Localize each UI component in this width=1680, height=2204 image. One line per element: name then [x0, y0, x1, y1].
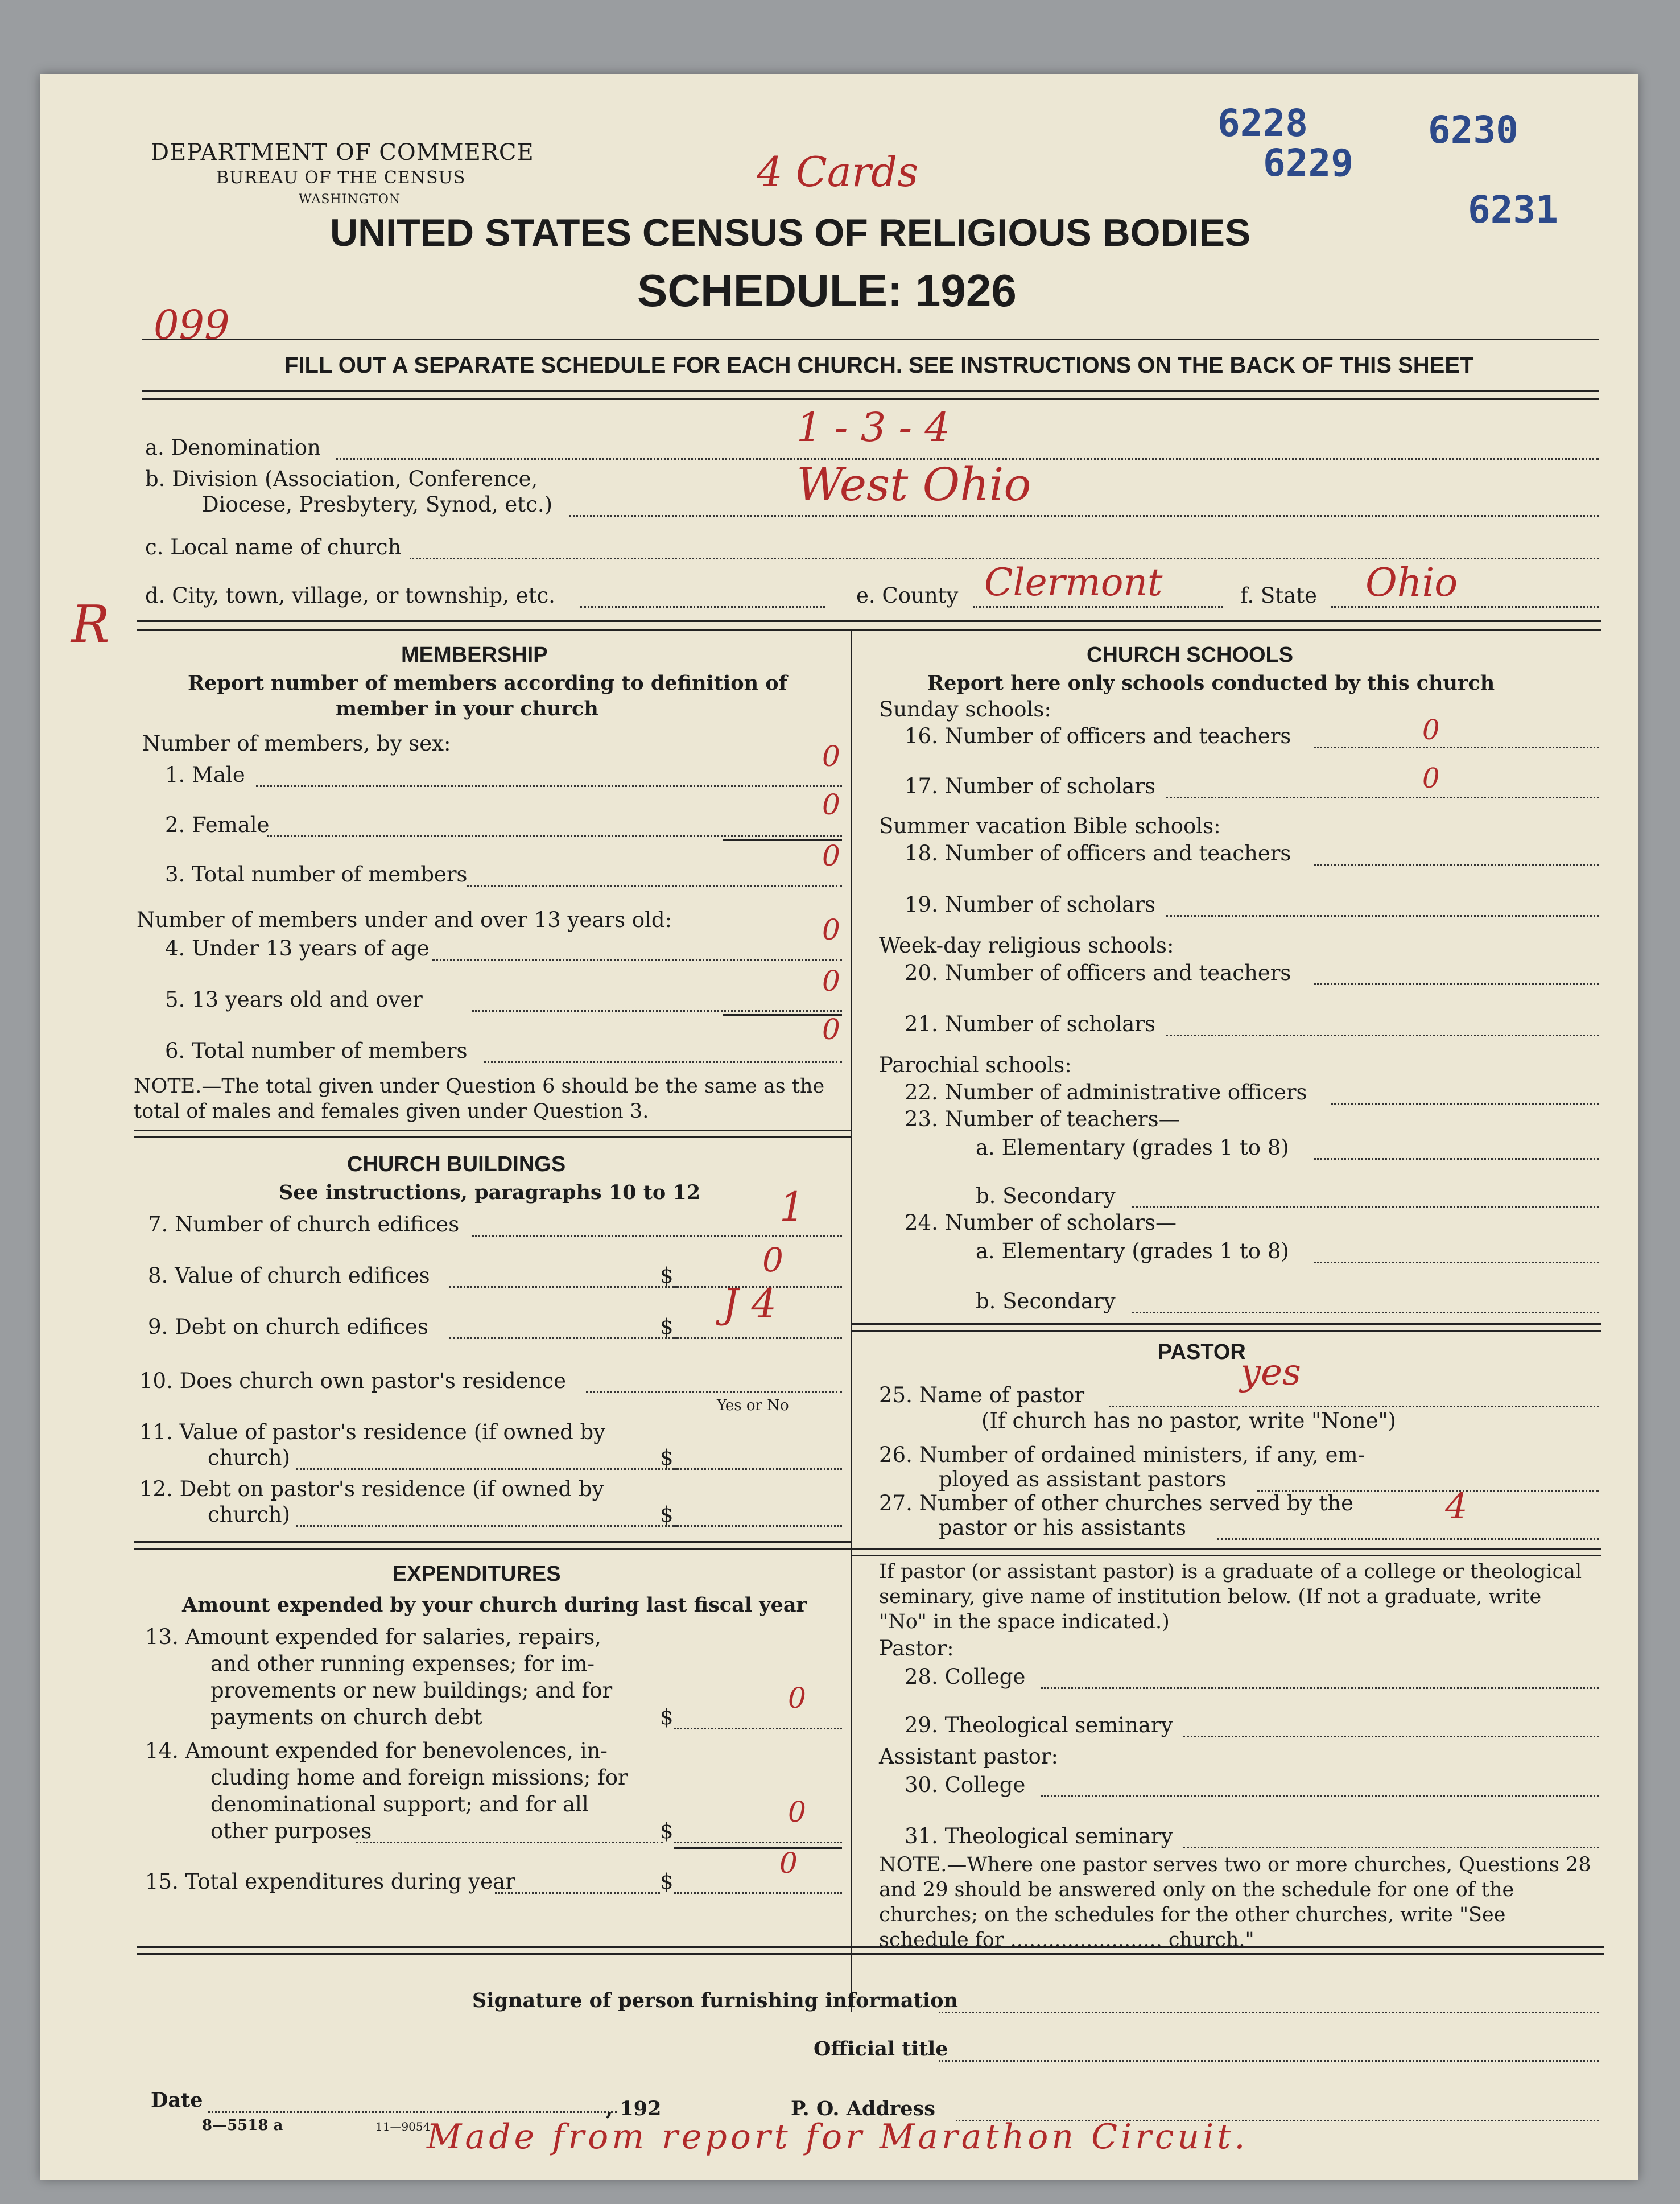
q24a-line — [1314, 1262, 1599, 1263]
pastor-heading: PASTOR — [1158, 1340, 1246, 1364]
q14-label-1: 14. Amount expended for benevolences, in- — [145, 1739, 608, 1763]
division-label-2: Diocese, Presbytery, Synod, etc.) — [202, 492, 553, 517]
signature-label: Signature of person furnishing information — [472, 1989, 958, 2012]
footer-handwritten-note: Made from report for Marathon Circuit. — [427, 2117, 1249, 2157]
q31-label: 31. Theological seminary — [905, 1824, 1173, 1848]
q12-amount-line — [674, 1525, 842, 1527]
q11-line — [296, 1468, 677, 1470]
q11-label-2: church) — [208, 1445, 291, 1470]
divider — [134, 1548, 851, 1550]
q23a-line — [1314, 1158, 1599, 1160]
division-label-1: b. Division (Association, Conference, — [145, 467, 538, 491]
q14-label-3: denominational support; and for all — [210, 1792, 589, 1816]
date-label: Date — [151, 2088, 203, 2112]
stamp-number-2: 6229 — [1263, 141, 1353, 185]
q1-value: 0 — [822, 740, 840, 773]
divider — [134, 1136, 851, 1138]
q2-line — [267, 835, 842, 837]
division-line — [569, 515, 1599, 517]
q27-label-1: 27. Number of other churches served by the — [879, 1491, 1353, 1515]
expenditures-sub: Amount expended by your church during last fiscal year — [182, 1593, 807, 1617]
q9-dollar: $ — [660, 1315, 674, 1339]
divider — [142, 390, 1599, 392]
margin-mark: R — [71, 595, 110, 654]
q24b-label: b. Secondary — [976, 1289, 1116, 1313]
q21-line — [1166, 1035, 1599, 1036]
county-line — [973, 606, 1223, 608]
county-label: e. County — [856, 583, 959, 608]
q13-label-1: 13. Amount expended for salaries, repairs, — [145, 1625, 602, 1649]
q14-amount-line — [674, 1842, 842, 1843]
q9-line — [449, 1337, 677, 1339]
divider — [137, 629, 1601, 631]
q14-label-4: other purposes — [210, 1819, 372, 1843]
yes-no-hint: Yes or No — [717, 1397, 789, 1414]
membership-heading: MEMBERSHIP — [401, 643, 548, 667]
buildings-sub: See instructions, paragraphs 10 to 12 — [279, 1181, 701, 1204]
divider — [142, 398, 1599, 400]
city-label: WASHINGTON — [299, 192, 401, 207]
q17-label: 17. Number of scholars — [905, 774, 1156, 798]
parochial-label: Parochial schools: — [879, 1053, 1072, 1077]
q6-line — [484, 1061, 842, 1063]
form-title: UNITED STATES CENSUS OF RELIGIOUS BODIES — [330, 211, 1251, 254]
stamp-number-3: 6230 — [1428, 108, 1518, 152]
state-value: Ohio — [1365, 561, 1458, 605]
q15-line — [495, 1892, 660, 1894]
expenditures-heading: EXPENDITURES — [393, 1562, 561, 1586]
q29-label: 29. Theological seminary — [905, 1713, 1173, 1737]
q15-amount-line — [674, 1892, 842, 1894]
q25-line — [1109, 1406, 1599, 1407]
q15-value: 0 — [779, 1847, 798, 1880]
q28-label: 28. College — [905, 1665, 1026, 1689]
year-label: , 192 — [606, 2097, 662, 2120]
q13-amount-line — [674, 1728, 842, 1729]
graduate-instruction: If pastor (or assistant pastor) is a graduate of a college or theological seminary, give name of institution below. (If not a graduate, write "No" in the space indicated.) — [879, 1560, 1582, 1633]
q3-value: 0 — [822, 839, 840, 872]
pastor-sublabel: Pastor: — [879, 1636, 954, 1661]
q20-line — [1314, 983, 1599, 985]
q19-label: 19. Number of scholars — [905, 892, 1156, 917]
q16-label: 16. Number of officers and teachers — [905, 724, 1291, 748]
q22-label: 22. Number of administrative officers — [905, 1080, 1307, 1105]
census-schedule-sheet — [40, 74, 1638, 2180]
official-title-label: Official title — [814, 2037, 948, 2061]
q5-value: 0 — [822, 965, 840, 998]
q13-label-4: payments on church debt — [210, 1705, 482, 1729]
q15-dollar: $ — [660, 1869, 674, 1894]
q29-line — [1183, 1736, 1599, 1737]
q27-value: 4 — [1445, 1485, 1468, 1527]
q5-line — [472, 1010, 842, 1012]
q16-value: 0 — [1422, 714, 1440, 746]
q2-label: 2. Female — [165, 813, 270, 837]
denomination-label: a. Denomination — [145, 435, 321, 460]
q2-value: 0 — [822, 788, 840, 821]
divider — [134, 1130, 851, 1131]
divider — [137, 1953, 1604, 1955]
q23b-label: b. Secondary — [976, 1184, 1116, 1208]
q24b-line — [1132, 1312, 1599, 1313]
po-address-label: P. O. Address — [791, 2097, 935, 2120]
city-line — [580, 606, 825, 608]
q18-label: 18. Number of officers and teachers — [905, 841, 1291, 866]
q4-value: 0 — [822, 913, 840, 946]
q17-line — [1166, 797, 1599, 798]
divider — [137, 1946, 1604, 1948]
q13-label-3: provements or new buildings; and for — [210, 1678, 613, 1703]
q12-label-1: 12. Debt on pastor's residence (if owned by — [139, 1477, 604, 1501]
q31-line — [1183, 1847, 1599, 1848]
q4-label: 4. Under 13 years of age — [165, 936, 430, 961]
q11-amount-line — [674, 1468, 842, 1470]
divider — [142, 339, 1599, 340]
weekday-label: Week-day religious schools: — [879, 933, 1174, 958]
q21-label: 21. Number of scholars — [905, 1012, 1156, 1036]
schools-heading: CHURCH SCHOOLS — [1087, 643, 1294, 667]
q23-label: 23. Number of teachers— — [905, 1107, 1180, 1131]
q6-label: 6. Total number of members — [165, 1039, 468, 1063]
q13-dollar: $ — [660, 1705, 674, 1729]
q15-label: 15. Total expenditures during year — [145, 1869, 515, 1894]
division-value: West Ohio — [796, 458, 1031, 511]
q7-line — [472, 1235, 842, 1237]
q6-value: 0 — [822, 1013, 840, 1046]
q22-line — [1331, 1103, 1599, 1105]
q16-line — [1314, 747, 1599, 748]
handwritten-cards: 4 Cards — [757, 148, 919, 196]
q12-dollar: $ — [660, 1502, 674, 1527]
q3-label: 3. Total number of members — [165, 862, 468, 887]
q1-line — [256, 785, 842, 787]
denomination-value: 1 - 3 - 4 — [796, 404, 950, 451]
q9-label: 9. Debt on church edifices — [148, 1315, 428, 1339]
q23b-line — [1132, 1206, 1599, 1208]
divider — [851, 1323, 1601, 1325]
form-code-1: 8—5518 a — [202, 2117, 283, 2134]
department-label: DEPARTMENT OF COMMERCE — [151, 139, 534, 166]
divider — [134, 1541, 851, 1543]
q10-label: 10. Does church own pastor's residence — [139, 1369, 567, 1393]
q25-value: yes — [1240, 1352, 1301, 1394]
q8-value: 0 — [762, 1241, 783, 1279]
county-value: Clermont — [984, 561, 1163, 604]
state-line — [1331, 606, 1599, 608]
q10-line — [586, 1391, 842, 1393]
q18-line — [1314, 864, 1599, 866]
q5-label: 5. 13 years old and over — [165, 987, 423, 1012]
column-divider — [851, 629, 852, 2012]
city-label: d. City, town, village, or township, etc. — [145, 583, 555, 608]
q14-dollar: $ — [660, 1819, 674, 1843]
q30-line — [1041, 1795, 1599, 1797]
instruction-line: FILL OUT A SEPARATE SCHEDULE FOR EACH CHURCH. SEE INSTRUCTIONS ON THE BACK OF THIS SHEET — [284, 353, 1474, 378]
q11-label-1: 11. Value of pastor's residence (if owned by — [139, 1420, 606, 1444]
q4-line — [432, 959, 842, 961]
signature-line — [939, 2012, 1599, 2013]
q14-line — [356, 1842, 663, 1843]
q27-line — [1217, 1538, 1599, 1540]
assistant-sublabel: Assistant pastor: — [879, 1744, 1058, 1769]
schedule-title: SCHEDULE: 1926 — [637, 265, 1017, 316]
official-title-line — [939, 2060, 1599, 2062]
q3-line — [467, 885, 842, 887]
q8-label: 8. Value of church edifices — [148, 1263, 430, 1288]
q7-label: 7. Number of church edifices — [148, 1212, 460, 1237]
q11-dollar: $ — [660, 1445, 674, 1470]
handwritten-number: 099 — [154, 302, 230, 348]
q1-label: 1. Male — [165, 763, 245, 787]
q13-value: 0 — [788, 1682, 806, 1715]
q19-line — [1166, 915, 1599, 917]
divider — [851, 1555, 1601, 1556]
q14-label-2: cluding home and foreign missions; for — [210, 1765, 628, 1790]
q20-label: 20. Number of officers and teachers — [905, 961, 1291, 985]
stamp-number-4: 6231 — [1468, 188, 1558, 232]
q17-value: 0 — [1422, 763, 1440, 794]
stamp-number-1: 6228 — [1217, 101, 1308, 145]
local-name-label: c. Local name of church — [145, 535, 402, 559]
q7-value: 1 — [779, 1184, 805, 1230]
state-label: f. State — [1240, 583, 1317, 608]
q25-label: 25. Name of pastor — [879, 1383, 1085, 1407]
sum-rule — [674, 1847, 842, 1849]
date-line — [208, 2111, 617, 2113]
q8-line — [449, 1286, 677, 1288]
q30-label: 30. College — [905, 1773, 1026, 1797]
form-code-2: 11—9054 — [375, 2120, 431, 2133]
q26-label-2: ployed as assistant pastors — [939, 1467, 1227, 1492]
q9-value: J 4 — [723, 1280, 777, 1327]
q23a-label: a. Elementary (grades 1 to 8) — [976, 1135, 1289, 1160]
membership-sub-1: Report number of members according to definition of — [188, 672, 787, 695]
sunday-label: Sunday schools: — [879, 697, 1051, 722]
q25-note: (If church has no pastor, write "None") — [981, 1408, 1396, 1433]
q26-label-1: 26. Number of ordained ministers, if any, em- — [879, 1443, 1365, 1467]
q12-label-2: church) — [208, 1502, 291, 1527]
q24a-label: a. Elementary (grades 1 to 8) — [976, 1239, 1289, 1263]
summer-label: Summer vacation Bible schools: — [879, 814, 1221, 838]
pastor-note: NOTE.—Where one pastor serves two or more churches, Questions 28 and 29 should be answered only on the schedule for one of the churches; on the schedules for the other churches, write "See schedule for ........................ church." — [879, 1853, 1591, 1951]
q24-label: 24. Number of scholars— — [905, 1210, 1177, 1235]
divider — [137, 620, 1601, 622]
membership-note: NOTE.—The total given under Question 6 should be the same as the total of males and females given under Question 3. — [134, 1075, 825, 1123]
q13-label-2: and other running expenses; for im- — [210, 1651, 595, 1676]
divider — [851, 1330, 1601, 1332]
local-name-line — [410, 558, 1599, 559]
q8-dollar: $ — [660, 1263, 674, 1288]
by-age-label: Number of members under and over 13 years old: — [137, 908, 672, 932]
schools-sub: Report here only schools conducted by this church — [927, 672, 1495, 695]
q28-line — [1041, 1687, 1599, 1689]
q14-value: 0 — [788, 1795, 806, 1828]
q12-line — [296, 1525, 677, 1527]
q27-label-2: pastor or his assistants — [939, 1515, 1186, 1540]
membership-sub-2: member in your church — [336, 697, 598, 720]
buildings-heading: CHURCH BUILDINGS — [347, 1152, 566, 1176]
bureau-label: BUREAU OF THE CENSUS — [216, 168, 466, 188]
q9-amount-line — [674, 1337, 842, 1339]
divider — [851, 1548, 1601, 1550]
by-sex-label: Number of members, by sex: — [142, 731, 451, 756]
